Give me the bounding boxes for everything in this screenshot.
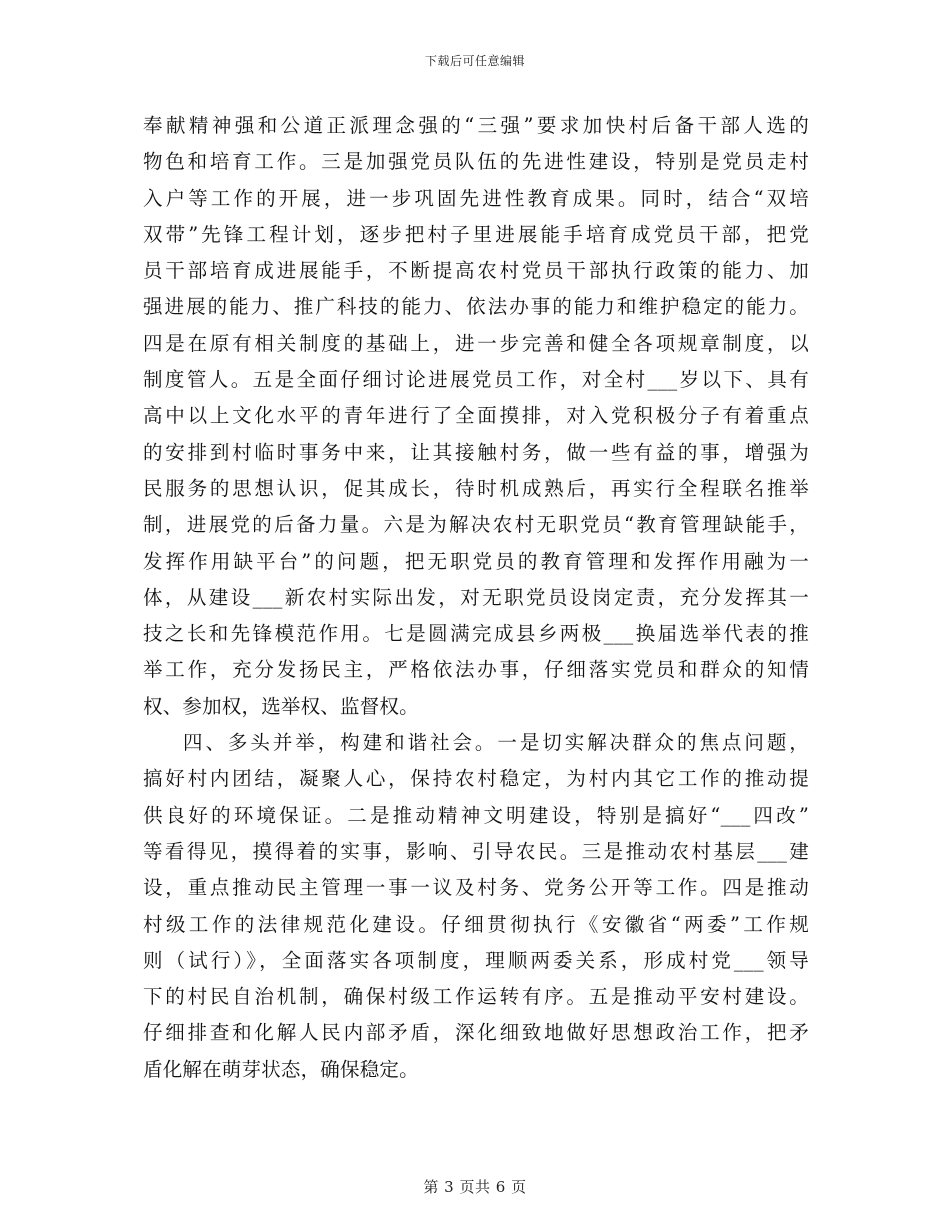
text-line: 高中以上文化水平的青年进行了全面摸排，对入党积极分子有着重点 [143,404,809,428]
text-line: 设，重点推动民主管理一事一议及村务、党务公开等工作。四是推动 [143,876,809,900]
text-line: 入户等工作的开展，进一步巩固先进性教育成果。同时，结合“双培 [143,186,809,210]
text-line: 四、多头并举，构建和谐社会。一是切实解决群众的焦点问题， [183,731,809,755]
page-header-note: 下载后可任意编辑 [424,54,525,68]
text-line: 的安排到村临时事务中来，让其接触村务，做一些有益的事，增强为 [143,440,809,464]
text-line: 制，进展党的后备力量。六是为解决农村无职党员“教育管理缺能手， [143,513,809,537]
paragraph-2 [143,725,809,1088]
text-line: 员干部培育成进展能手，不断提高农村党员干部执行政策的能力、加 [143,259,809,283]
text-line: 供良好的环境保证。二是推动精神文明建设，特别是搞好“___四改” [143,803,809,827]
paragraph-1 [143,108,809,725]
document-body [143,108,809,1088]
text-line: 等看得见，摸得着的实事，影响、引导农民。三是推动农村基层___建 [143,839,809,863]
text-line: 仔细排查和化解人民内部矛盾，深化细致地做好思想政治工作，把矛 [143,1021,809,1045]
text-line: 体，从建设___新农村实际出发，对无职党员设岗定责，充分发挥其一 [143,585,809,609]
text-line: 下的村民自治机制，确保村级工作运转有序。五是推动平安村建设。 [143,985,809,1009]
page-number: 第 3 页共 6 页 [423,1178,527,1196]
text-line: 物色和培育工作。三是加强党员队伍的先进性建设，特别是党员走村 [143,150,809,174]
text-line: 发挥作用缺平台”的问题，把无职党员的教育管理和发挥作用融为一 [143,549,809,573]
text-line: 四是在原有相关制度的基础上，进一步完善和健全各项规章制度，以 [143,331,809,355]
text-line: 村级工作的法律规范化建设。仔细贯彻执行《安徽省“两委”工作规 [143,912,809,936]
text-line: 举工作，充分发扬民主，严格依法办事，仔细落实党员和群众的知情 [143,658,809,682]
text-line: 制度管人。五是全面仔细讨论进展党员工作，对全村___岁以下、具有 [143,368,809,392]
text-line: 搞好村内团结，凝聚人心，保持农村稳定，为村内其它工作的推动提 [143,767,809,791]
text-line: 奉献精神强和公道正派理念强的“三强”要求加快村后备干部人选的 [143,114,809,137]
text-line: 民服务的思想认识，促其成长，待时机成熟后，再实行全程联名推举 [143,476,809,500]
text-line: 技之长和先锋模范作用。七是圆满完成县乡两极___换届选举代表的推 [143,622,809,646]
text-line: 强进展的能力、推广科技的能力、依法办事的能力和维护稳定的能力。 [143,295,809,319]
text-line: 则（试行）》，全面落实各项制度，理顺两委关系，形成村党___领导 [143,948,809,972]
text-line: 双带”先锋工程计划，逐步把村子里进展能手培育成党员干部，把党 [143,222,809,246]
text-line: 盾化解在萌芽状态，确保稳定。 [143,1057,419,1081]
text-line: 权、参加权，选举权、监督权。 [143,694,419,718]
